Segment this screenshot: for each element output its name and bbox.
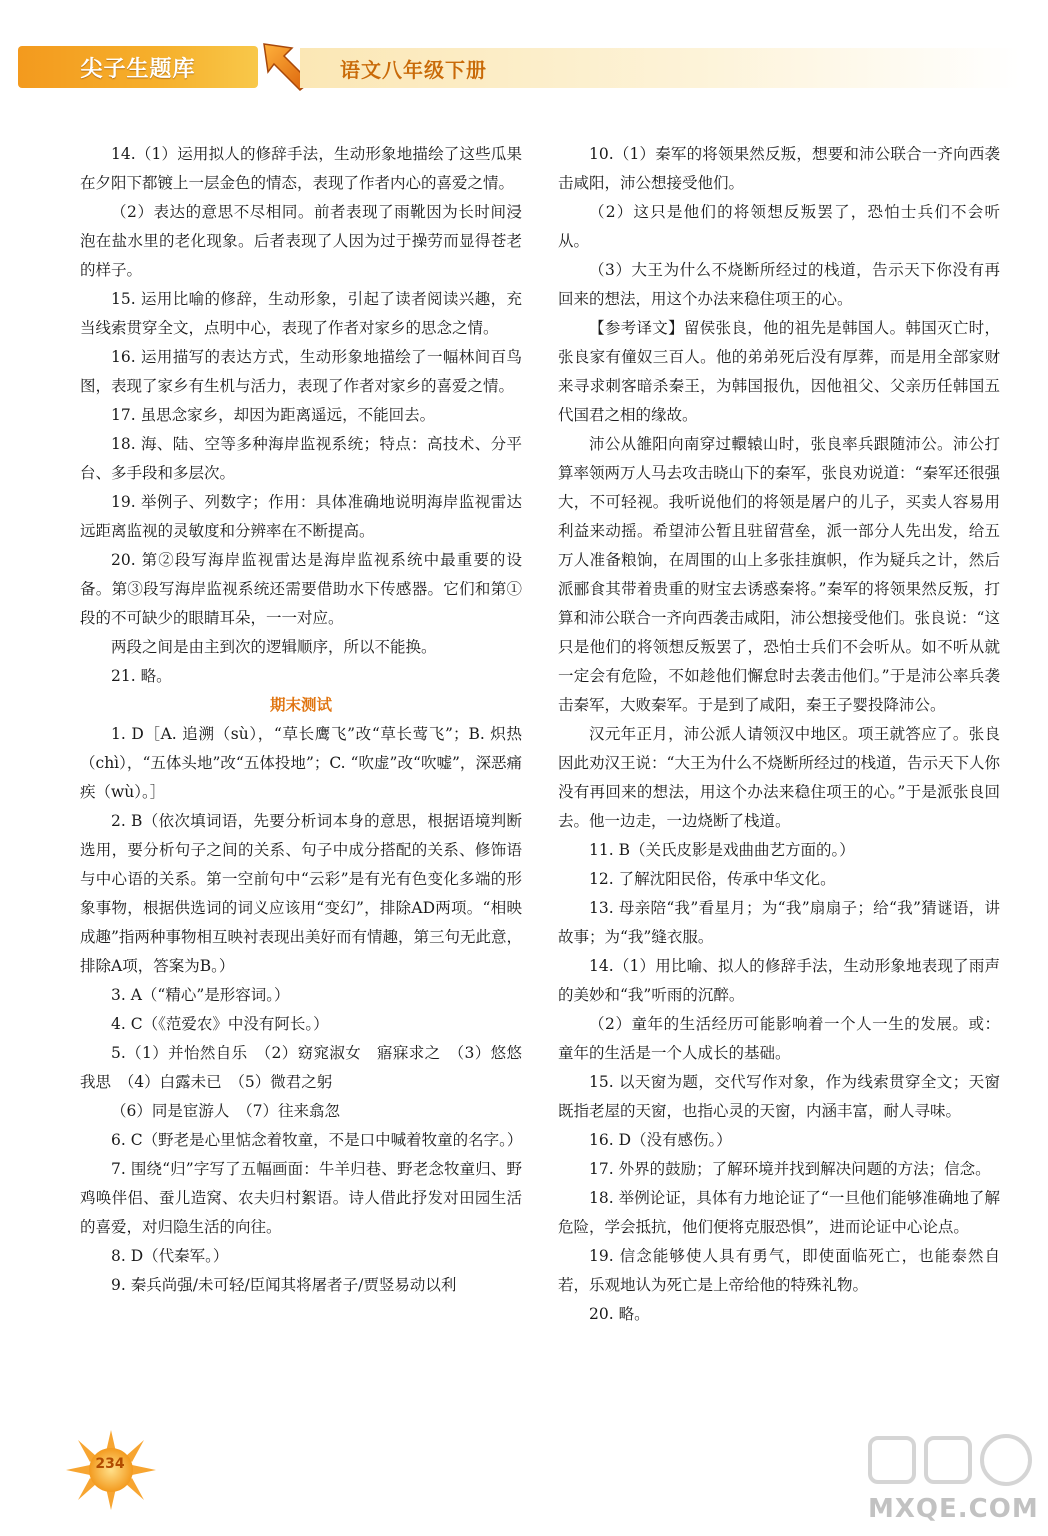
answer-paragraph: 6. C（野老是心里惦念着牧童，不是口中喊着牧童的名字。）: [111, 1131, 523, 1149]
answer-paragraph: 7. 围绕“归”字写了五幅画面：牛羊归巷、野老念牧童归、野鸡唤伴侣、蚕儿造窝、农夫归村絮语。诗人借此抒发对田园生活的喜爱，对归隐生活的向往。: [80, 1160, 522, 1236]
answer-paragraph: 1. D［A. 追溯（sù），“草长鹰飞”改“草长莺飞”；B. 炽热（chì），“五体头地”改“五体投地”；C. “吹虚”改“吹嘘”，深恶痛疾（wù）。］: [80, 725, 522, 801]
answer-paragraph: 21. 略。: [111, 667, 172, 685]
answer-paragraph: 19. 信念能够使人具有勇气，即使面临死亡，也能泰然自若，乐观地认为死亡是上帝给他的特殊礼物。: [558, 1247, 1000, 1294]
page-number: 234: [95, 1456, 125, 1472]
answer-paragraph: 12. 了解沈阳民俗，传承中华文化。: [589, 870, 836, 888]
answer-paragraph: 16. D（没有感伤。）: [589, 1131, 732, 1149]
answer-paragraph: （2）这只是他们的将领想反叛罢了，恐怕士兵们不会听从。: [558, 203, 1000, 250]
answer-paragraph: 2. B（依次填词语，先要分析词本身的意思，根据语境判断选用，要分析句子之间的关系、句子中成分搭配的关系、修饰语与中心语的关系。第一空前句中“云彩”是有光有色变化多端的形象事物，根据供选词的词义应该用“变幻”，排除AD两项。“相映成趣”指两种事物相互映衬表现出美好而有情趣，第三句无此意，排除A项，答案为B。）: [80, 812, 522, 975]
answer-paragraph: 两段之间是由主到次的逻辑顺序，所以不能换。: [111, 638, 437, 656]
answer-paragraph: 17. 虽思念家乡，却因为距离遥远，不能回去。: [111, 406, 436, 424]
section-title: 期末测试: [269, 696, 332, 714]
answer-paragraph: 10.（1）秦军的将领果然反叛，想要和沛公联合一齐向西袭击咸阳，沛公想接受他们。: [558, 145, 1000, 192]
answer-paragraph: 17. 外界的鼓励；了解环境并找到解决问题的方法；信念。: [589, 1160, 991, 1178]
answer-paragraph: 18. 海、陆、空等多种海岸监视系统；特点：高技术、分平台、多手段和多层次。: [80, 435, 522, 482]
answer-paragraph: 汉元年正月，沛公派人请领汉中地区。项王就答应了。张良因此劝汉王说：“大王为什么不烧断所经过的栈道，告示天下人你没有再回来的想法，用这个办法来稳住项王的心。”于是派张良回去。他一边走，一边烧断了栈道。: [558, 725, 1000, 830]
answer-paragraph: 4. C（《范爱农》中没有阿长。）: [111, 1015, 329, 1033]
answer-paragraph: （3）大王为什么不烧断所经过的栈道，告示天下你没有再回来的想法，用这个办法来稳住项王的心。: [558, 261, 1000, 308]
answer-paragraph: 14.（1）运用拟人的修辞手法，生动形象地描绘了这些瓜果在夕阳下都镀上一层金色的情态，表现了作者内心的喜爱之情。: [80, 145, 522, 192]
answer-paragraph: 18. 举例论证，具体有力地论证了“一旦他们能够准确地了解危险，学会抵抗，他们便将克服恐惧”，进而论证中心论点。: [558, 1189, 1000, 1236]
answer-paragraph: 3. A（“精心”是形容词。）: [111, 986, 290, 1004]
answer-paragraph: 14.（1）用比喻、拟人的修辞手法，生动形象地表现了雨声的美妙和“我”听雨的沉醉。: [558, 957, 1000, 1004]
brand-title: 尖子生题库: [80, 56, 196, 82]
answer-paragraph: 15. 运用比喻的修辞，生动形象，引起了读者阅读兴趣，充当线索贯穿全文，点明中心，表现了作者对家乡的思念之情。: [80, 290, 522, 337]
subject-band: [300, 48, 1020, 88]
brand-tab: [18, 46, 258, 88]
answer-paragraph: 8. D（代秦军。）: [111, 1247, 229, 1265]
answer-paragraph: 20. 第②段写海岸监视雷达是海岸监视系统中最重要的设备。第③段写海岸监视系统还需要借助水下传感器。它们和第①段的不可缺少的眼睛耳朵，一一对应。: [80, 551, 522, 627]
answer-paragraph: 5.（1）并怡然自乐 （2）窈窕淑女 寤寐求之 （3）悠悠我思 （4）白露未已 （5）微君之躬: [80, 1044, 522, 1091]
answer-paragraph: 20. 略。: [589, 1305, 650, 1323]
answer-paragraph: 9. 秦兵尚强/未可轻/臣闻其将屠者子/贾竖易动以利: [111, 1276, 457, 1294]
subject-title: 语文八年级下册: [340, 57, 487, 82]
answer-paragraph: 沛公从雒阳向南穿过轘辕山时，张良率兵跟随沛公。沛公打算率领两万人马去攻击晓山下的秦军，张良劝说道：“秦军还很强大，不可轻视。我听说他们的将领是屠户的儿子，买卖人容易用利益来动摇。希望沛公暂且驻留营垒，派一部分人先出发，给五万人准备粮饷，在周围的山上多张挂旗帜，作为疑兵之计，然后派郦食其带着贵重的财宝去诱惑秦将。”秦军的将领果然反叛，打算和沛公联合一齐向西袭击咸阳，沛公想接受他们。张良说：“这只是他们的将领想反叛罢了，恐怕士兵们不会听从。如不听从就一定会有危险，不如趁他们懈怠时去袭击他们。”于是沛公率兵袭击秦军，大败秦军。于是到了咸阳，秦王子婴投降沛公。: [558, 435, 1000, 714]
answer-paragraph: 16. 运用描写的表达方式，生动形象地描绘了一幅林间百鸟图，表现了家乡有生机与活力，表现了作者对家乡的喜爱之情。: [80, 348, 522, 395]
answer-paragraph: （2）表达的意思不尽相同。前者表现了雨靴因为长时间浸泡在盐水里的老化现象。后者表现了人因为过于操劳而显得苍老的样子。: [80, 203, 522, 279]
answer-paragraph: 13. 母亲陪“我”看星月；为“我”扇扇子；给“我”猜谜语，讲故事；为“我”缝衣服。: [558, 899, 1000, 946]
answer-paragraph: 【参考译文】留侯张良，他的祖先是韩国人。韩国灭亡时，张良家有僮奴三百人。他的弟弟死后没有厚葬，而是用全部家财来寻求刺客暗杀秦王，为韩国报仇，因他祖父、父亲历任韩国五代国君之相的缘故。: [558, 319, 1000, 424]
left-column: [80, 140, 522, 1300]
answer-paragraph: 19. 举例子、列数字；作用：具体准确地说明海岸监视雷达远距离监视的灵敏度和分辨率在不断提高。: [80, 493, 522, 540]
answer-paragraph: 11. B（关氏皮影是戏曲曲艺方面的。）: [589, 841, 855, 859]
page-header: [0, 40, 1048, 90]
right-column: [558, 140, 1000, 1329]
answer-paragraph: （6）同是宦游人 （7）往来翕忽: [111, 1102, 340, 1120]
answer-paragraph: 15. 以天窗为题，交代写作对象，作为线索贯穿全文；天窗既指老屋的天窗，也指心灵的天窗，内涵丰富，耐人寻味。: [558, 1073, 1000, 1120]
answer-paragraph: （2）童年的生活经历可能影响着一个人一生的发展。或：童年的生活是一个人成长的基础。: [558, 1015, 1000, 1062]
watermark-text: MXQE.COM: [868, 1494, 1039, 1524]
